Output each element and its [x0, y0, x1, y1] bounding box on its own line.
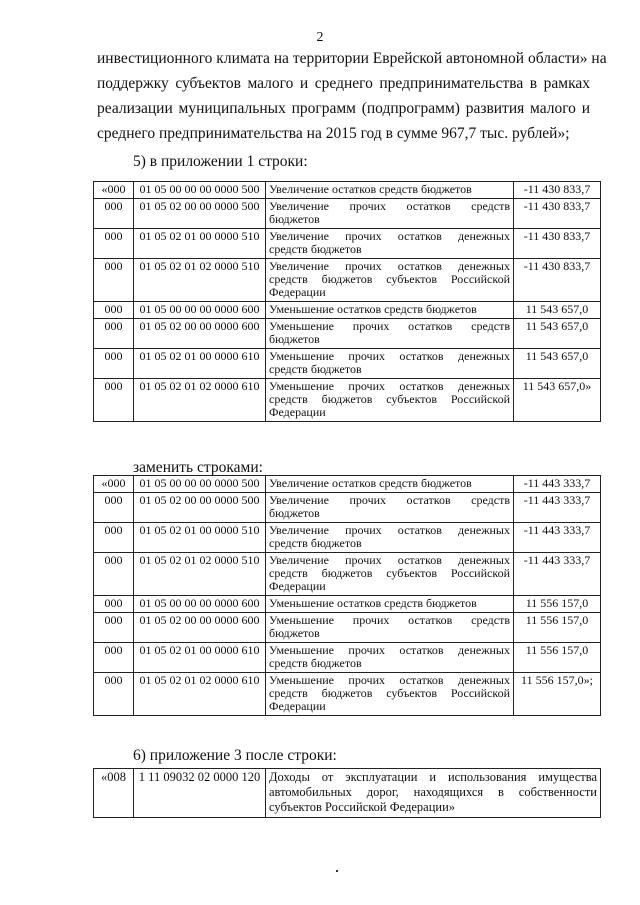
budget-code-cell: 01 05 00 00 00 0000 600	[134, 596, 266, 613]
table-row	[94, 476, 601, 493]
intro-line: реализации муниципальных программ (подпрограмм) развития малого и	[97, 100, 590, 117]
description-cell: Уменьшение прочих остатков средств бюджетов	[266, 319, 514, 349]
table-row	[94, 259, 601, 302]
budget-code-cell: 01 05 02 01 02 0000 510	[134, 553, 266, 596]
admin-code-cell: 000	[94, 613, 134, 643]
admin-code-cell: «000	[94, 476, 134, 493]
table-row	[94, 349, 601, 379]
amount-cell: -11 443 333,7	[514, 493, 601, 523]
description-cell: Увеличение остатков средств бюджетов	[266, 182, 514, 199]
description-cell: Увеличение прочих остатков денежных средств бюджетов	[266, 229, 514, 259]
table-row	[94, 199, 601, 229]
admin-code-cell: 000	[94, 523, 134, 553]
amount-cell: -11 430 833,7	[514, 182, 601, 199]
amount-cell: 11 543 657,0	[514, 302, 601, 319]
budget-code-cell: 01 05 02 00 00 0000 500	[134, 493, 266, 523]
table-row	[94, 643, 601, 673]
budget-code-cell: 01 05 02 00 00 0000 600	[134, 319, 266, 349]
section-5-heading: 5) в приложении 1 строки:	[133, 153, 308, 170]
admin-code-cell: 000	[94, 349, 134, 379]
admin-code-cell: 000	[94, 673, 134, 716]
admin-code-cell: 000	[94, 379, 134, 422]
description-cell: Доходы от эксплуатации и использования имущества автомобильных дорог, находящихся в собственности субъектов Российской Федерации»	[266, 769, 601, 818]
amount-cell: -11 430 833,7	[514, 259, 601, 302]
description-cell: Увеличение прочих остатков денежных средств бюджетов	[266, 523, 514, 553]
amount-cell: 11 543 657,0	[514, 349, 601, 379]
table-row	[94, 182, 601, 199]
amount-cell: 11 543 657,0	[514, 319, 601, 349]
table-row	[94, 229, 601, 259]
description-cell: Увеличение прочих остатков средств бюджетов	[266, 493, 514, 523]
page-number: 2	[316, 30, 324, 45]
admin-code-cell: 000	[94, 553, 134, 596]
table-old-rows	[93, 181, 601, 422]
admin-code-cell: 000	[94, 596, 134, 613]
budget-code-cell: 01 05 00 00 00 0000 600	[134, 302, 266, 319]
table-row	[94, 493, 601, 523]
admin-code-cell: «000	[94, 182, 134, 199]
replace-heading: заменить строками:	[133, 459, 263, 476]
description-cell: Уменьшение остатков средств бюджетов	[266, 596, 514, 613]
admin-code-cell: 000	[94, 302, 134, 319]
description-cell: Уменьшение прочих остатков денежных средств бюджетов субъектов Российской Федерации	[266, 673, 514, 716]
table-appendix-3	[93, 768, 601, 818]
amount-cell: 11 556 157,0	[514, 596, 601, 613]
amount-cell: -11 443 333,7	[514, 476, 601, 493]
section-6-heading: 6) приложение 3 после строки:	[133, 747, 337, 764]
budget-code-cell: 01 05 02 01 00 0000 610	[134, 349, 266, 379]
budget-code-cell: 01 05 00 00 00 0000 500	[134, 476, 266, 493]
budget-code-cell: 01 05 02 01 02 0000 610	[134, 379, 266, 422]
budget-code-cell: 01 05 02 01 00 0000 510	[134, 523, 266, 553]
admin-code-cell: «008	[94, 769, 134, 818]
table-new-rows	[93, 475, 601, 716]
budget-code-cell: 01 05 02 01 00 0000 610	[134, 643, 266, 673]
amount-cell: 11 556 157,0	[514, 643, 601, 673]
table-row	[94, 302, 601, 319]
budget-code-cell: 01 05 02 01 00 0000 510	[134, 229, 266, 259]
budget-code-cell: 01 05 00 00 00 0000 500	[134, 182, 266, 199]
budget-code-cell: 01 05 02 01 02 0000 610	[134, 673, 266, 716]
table-row	[94, 769, 601, 818]
budget-code-cell: 1 11 09032 02 0000 120	[134, 769, 266, 818]
amount-cell: -11 443 333,7	[514, 553, 601, 596]
table-row	[94, 379, 601, 422]
table-row	[94, 523, 601, 553]
table-row	[94, 553, 601, 596]
description-cell: Увеличение прочих остатков денежных средств бюджетов субъектов Российской Федерации	[266, 553, 514, 596]
table-row	[94, 613, 601, 643]
table-row	[94, 596, 601, 613]
intro-line: поддержку субъектов малого и среднего предпринимательства в рамках	[97, 75, 590, 92]
page-dot-mark	[336, 870, 338, 872]
amount-cell: 11 556 157,0	[514, 613, 601, 643]
description-cell: Уменьшение прочих остатков денежных средств бюджетов субъектов Российской Федерации	[266, 379, 514, 422]
amount-cell: -11 430 833,7	[514, 199, 601, 229]
description-cell: Уменьшение прочих остатков средств бюджетов	[266, 613, 514, 643]
admin-code-cell: 000	[94, 229, 134, 259]
description-cell: Уменьшение прочих остатков денежных средств бюджетов	[266, 349, 514, 379]
admin-code-cell: 000	[94, 259, 134, 302]
intro-line: инвестиционного климата на территории Еврейской автономной области» на	[97, 50, 607, 67]
admin-code-cell: 000	[94, 199, 134, 229]
admin-code-cell: 000	[94, 493, 134, 523]
table-row	[94, 319, 601, 349]
admin-code-cell: 000	[94, 643, 134, 673]
intro-paragraph	[97, 46, 607, 146]
intro-line: среднего предпринимательства на 2015 год в сумме 967,7 тыс. рублей»;	[97, 125, 570, 142]
budget-code-cell: 01 05 02 00 00 0000 600	[134, 613, 266, 643]
admin-code-cell: 000	[94, 319, 134, 349]
description-cell: Уменьшение прочих остатков денежных средств бюджетов	[266, 643, 514, 673]
amount-cell: 11 556 157,0»;	[514, 673, 601, 716]
amount-cell: 11 543 657,0»	[514, 379, 601, 422]
description-cell: Увеличение прочих остатков средств бюджетов	[266, 199, 514, 229]
budget-code-cell: 01 05 02 01 02 0000 510	[134, 259, 266, 302]
description-cell: Увеличение остатков средств бюджетов	[266, 476, 514, 493]
amount-cell: -11 443 333,7	[514, 523, 601, 553]
budget-code-cell: 01 05 02 00 00 0000 500	[134, 199, 266, 229]
description-cell: Уменьшение остатков средств бюджетов	[266, 302, 514, 319]
description-cell: Увеличение прочих остатков денежных средств бюджетов субъектов Российской Федерации	[266, 259, 514, 302]
amount-cell: -11 430 833,7	[514, 229, 601, 259]
table-row	[94, 673, 601, 716]
